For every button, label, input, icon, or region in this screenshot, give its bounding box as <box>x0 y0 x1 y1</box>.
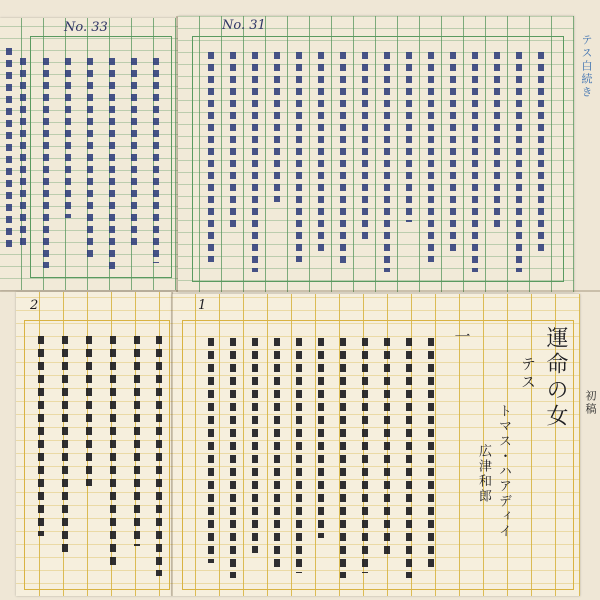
handwritten-column <box>153 58 159 263</box>
handwritten-column <box>110 336 116 566</box>
page-border <box>182 320 574 590</box>
translator-name: 広津和郎 <box>476 444 491 504</box>
novel-title: 運命の女 <box>543 326 568 430</box>
handwritten-column <box>428 338 434 568</box>
handwritten-column <box>86 336 92 486</box>
handwritten-column <box>296 338 302 573</box>
handwritten-column <box>538 52 544 252</box>
handwritten-column <box>516 52 522 272</box>
handwritten-column <box>43 58 49 268</box>
handwritten-column <box>428 52 434 262</box>
page-border <box>30 36 172 278</box>
handwritten-column <box>318 338 324 538</box>
page-number: No. 31 <box>222 18 266 33</box>
manuscript-page-1 <box>172 294 580 596</box>
handwritten-column <box>406 52 412 222</box>
handwritten-column <box>274 338 280 568</box>
handwritten-column <box>252 338 258 553</box>
handwritten-column <box>450 52 456 252</box>
handwritten-column <box>38 336 44 536</box>
handwritten-column <box>208 338 214 563</box>
side-note: 初稿 <box>584 390 597 416</box>
handwritten-column <box>384 338 390 558</box>
handwritten-column <box>230 338 236 578</box>
page-number: 1 <box>198 298 207 313</box>
chapter-number: 一 <box>452 328 471 344</box>
manuscript-page-2 <box>16 292 172 596</box>
handwritten-column <box>87 58 93 258</box>
handwritten-column <box>274 52 280 202</box>
handwritten-column <box>230 52 236 232</box>
handwritten-column <box>156 336 162 576</box>
handwritten-column <box>384 52 390 272</box>
handwritten-column <box>6 48 12 248</box>
handwritten-column <box>62 336 68 556</box>
manuscript-page-31 <box>178 16 574 292</box>
page-border <box>192 36 564 282</box>
handwritten-column <box>406 338 412 578</box>
handwritten-column <box>296 52 302 262</box>
handwritten-column <box>362 338 368 573</box>
handwritten-column <box>472 52 478 272</box>
author-name: トマス・ハアディイ <box>496 404 511 539</box>
sheet-seam <box>176 16 178 292</box>
margin-note: テス白続き <box>580 34 593 99</box>
manuscript-page-33 <box>0 18 178 290</box>
handwritten-column <box>65 58 71 218</box>
page-number: No. 33 <box>64 20 108 35</box>
handwritten-column <box>208 52 214 262</box>
handwritten-column <box>318 52 324 252</box>
handwritten-column <box>109 58 115 273</box>
sheet-seam <box>0 290 600 292</box>
page-border <box>24 320 170 590</box>
page-number: 2 <box>30 298 39 313</box>
sheet-seam <box>171 292 173 596</box>
handwritten-column <box>340 52 346 267</box>
handwritten-column <box>134 336 140 546</box>
handwritten-column <box>20 58 26 248</box>
handwritten-column <box>131 58 137 248</box>
handwritten-column <box>252 52 258 272</box>
handwritten-column <box>494 52 500 232</box>
handwritten-column <box>340 338 346 578</box>
novel-subtitle: テス <box>519 356 537 392</box>
handwritten-column <box>362 52 368 242</box>
